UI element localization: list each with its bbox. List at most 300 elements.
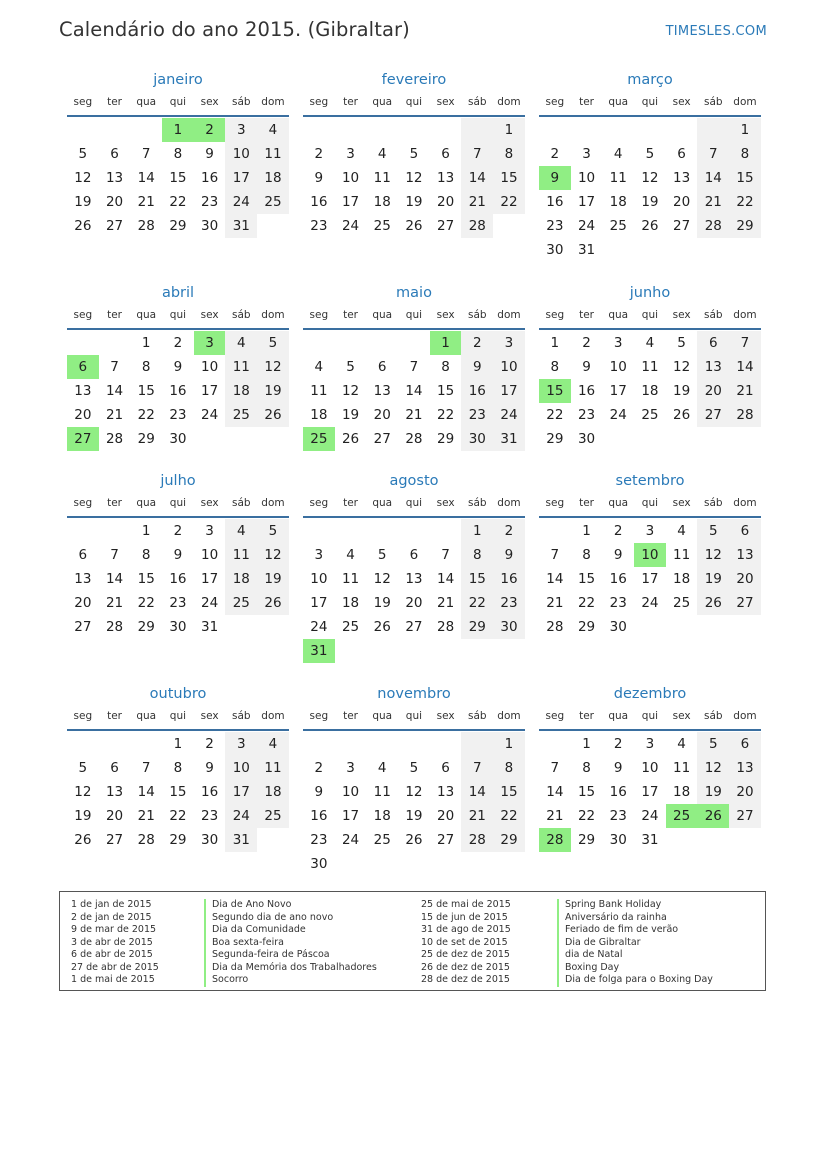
weekday-header	[67, 96, 289, 114]
day-cell: 27	[105, 218, 124, 234]
day-cell: 12	[405, 784, 423, 800]
holiday-day: 26	[697, 804, 729, 828]
day-cell: 9	[613, 547, 623, 563]
weekday-label: dom	[261, 710, 285, 722]
day-cell: 4	[257, 732, 289, 756]
day-cell: 19	[641, 194, 659, 210]
day-cell: 23	[461, 403, 493, 427]
day-cell: 5	[697, 732, 729, 756]
weekday-label: ter	[343, 309, 358, 321]
day-cell: 28	[461, 214, 493, 238]
day-cell: 14	[729, 355, 761, 379]
empty-cell	[67, 331, 99, 355]
day-cell: 28	[437, 619, 455, 635]
day-cell: 25	[609, 218, 627, 234]
holiday-legend	[59, 891, 766, 991]
day-cell: 12	[74, 170, 92, 186]
day-cell: 10	[225, 756, 257, 780]
weekday-label: qui	[641, 497, 659, 509]
day-cell: 6	[697, 331, 729, 355]
day-cell: 11	[673, 547, 691, 563]
empty-cell	[99, 732, 131, 756]
weekday-label: dom	[733, 497, 757, 509]
day-cell: 10	[201, 359, 219, 375]
holiday-day: 27	[67, 427, 99, 451]
weekday-label: sex	[436, 309, 455, 321]
holiday-day: 9	[539, 166, 571, 190]
day-cell: 23	[609, 595, 627, 611]
day-cell: 3	[645, 523, 655, 539]
day-cell: 15	[169, 784, 187, 800]
empty-cell	[398, 331, 430, 355]
weekday-label: qui	[405, 96, 423, 108]
day-cell: 7	[550, 760, 560, 776]
day-cell: 24	[341, 218, 360, 234]
weekday-header	[303, 96, 525, 114]
day-cell: 22	[169, 194, 187, 210]
day-cell: 11	[225, 543, 257, 567]
day-grid	[303, 732, 525, 876]
weekday-label: seg	[309, 497, 329, 509]
holiday-day: 25	[666, 804, 698, 828]
day-cell: 11	[310, 383, 328, 399]
day-cell: 20	[405, 595, 423, 611]
weekday-label: dom	[497, 96, 521, 108]
day-cell: 4	[225, 331, 257, 355]
day-cell: 18	[257, 166, 289, 190]
weekday-label: ter	[107, 309, 122, 321]
day-cell: 13	[437, 784, 455, 800]
day-cell: 6	[377, 359, 387, 375]
day-cell: 26	[257, 403, 289, 427]
day-cell: 20	[105, 194, 124, 210]
day-cell: 29	[169, 218, 187, 234]
day-cell: 13	[105, 784, 124, 800]
day-cell: 22	[493, 804, 525, 828]
day-cell: 10	[577, 170, 596, 186]
header-rule	[67, 729, 289, 731]
weekday-label: qui	[169, 309, 187, 321]
day-cell: 22	[577, 595, 596, 611]
holiday-day: 1	[162, 118, 194, 142]
weekday-label: seg	[545, 497, 565, 509]
weekday-label: qui	[405, 710, 423, 722]
day-grid	[303, 118, 525, 238]
day-cell: 10	[341, 784, 360, 800]
day-cell: 27	[697, 403, 729, 427]
day-cell: 7	[110, 547, 119, 563]
brand-link[interactable]: TIMESLES.COM	[665, 24, 767, 39]
weekday-label: seg	[309, 96, 329, 108]
day-cell: 28	[461, 828, 493, 852]
weekday-header	[67, 497, 289, 515]
weekday-label: sáb	[467, 309, 487, 321]
day-cell: 18	[257, 780, 289, 804]
day-cell: 4	[377, 760, 387, 776]
legend-entry: Boa sexta-feira	[204, 937, 377, 950]
day-cell: 10	[641, 760, 659, 776]
day-cell: 14	[405, 383, 423, 399]
day-cell: 4	[613, 146, 623, 162]
day-cell: 12	[341, 383, 360, 399]
holiday-day: 3	[194, 331, 226, 355]
day-cell: 14	[546, 571, 564, 587]
weekday-label: sáb	[231, 497, 251, 509]
day-cell: 1	[493, 118, 525, 142]
day-grid	[303, 519, 525, 663]
legend-entry: Dia de Gibraltar	[557, 937, 713, 950]
weekday-label: qui	[641, 710, 659, 722]
day-grid	[539, 118, 761, 262]
day-cell: 26	[697, 591, 729, 615]
month-name: junho	[629, 285, 671, 301]
empty-cell	[539, 732, 571, 756]
day-cell: 4	[677, 523, 686, 539]
weekday-label: ter	[579, 710, 594, 722]
day-cell: 11	[225, 355, 257, 379]
day-cell: 21	[697, 190, 729, 214]
weekday-label: sex	[672, 497, 691, 509]
day-cell: 30	[461, 427, 493, 451]
empty-cell	[303, 331, 335, 355]
day-cell: 17	[609, 383, 627, 399]
header-rule	[539, 516, 761, 518]
day-cell: 2	[173, 335, 183, 351]
day-cell: 25	[225, 591, 257, 615]
day-cell: 23	[609, 808, 627, 824]
empty-cell	[634, 118, 666, 142]
day-cell: 30	[609, 619, 627, 635]
weekday-label: ter	[343, 96, 358, 108]
legend-entry: 6 de abr de 2015	[71, 949, 153, 960]
day-cell: 14	[105, 383, 124, 399]
day-grid	[539, 519, 761, 639]
weekday-label: seg	[309, 309, 329, 321]
day-cell: 10	[310, 571, 328, 587]
weekday-label: qua	[608, 710, 629, 722]
day-cell: 12	[641, 170, 659, 186]
weekday-label: qua	[136, 309, 157, 321]
day-cell: 5	[409, 146, 419, 162]
day-cell: 7	[141, 146, 151, 162]
month-name: março	[627, 72, 673, 88]
day-cell: 2	[314, 760, 324, 776]
day-cell: 1	[729, 118, 761, 142]
legend-dates-right	[421, 899, 511, 987]
day-cell: 23	[310, 218, 328, 234]
day-cell: 15	[461, 567, 493, 591]
holiday-day: 15	[539, 379, 571, 403]
day-cell: 7	[461, 756, 493, 780]
day-cell: 9	[613, 760, 623, 776]
day-grid	[303, 331, 525, 451]
weekday-label: seg	[309, 710, 329, 722]
day-cell: 22	[493, 190, 525, 214]
day-cell: 21	[546, 595, 564, 611]
day-cell: 21	[137, 808, 155, 824]
day-cell: 2	[173, 523, 183, 539]
weekday-label: sex	[672, 309, 691, 321]
day-cell: 6	[110, 146, 119, 162]
empty-cell	[398, 519, 430, 543]
day-cell: 7	[409, 359, 419, 375]
day-cell: 17	[201, 571, 219, 587]
day-cell: 26	[673, 407, 691, 423]
weekday-header	[303, 497, 525, 515]
weekday-header	[539, 710, 761, 728]
day-cell: 21	[729, 379, 761, 403]
weekday-label: qui	[641, 309, 659, 321]
header-rule	[303, 516, 525, 518]
day-cell: 6	[441, 760, 450, 776]
header-rule	[539, 328, 761, 330]
legend-names-left	[204, 899, 377, 987]
day-cell: 10	[225, 142, 257, 166]
empty-cell	[571, 118, 603, 142]
legend-entry: 1 de mai de 2015	[71, 974, 155, 985]
day-cell: 16	[461, 379, 493, 403]
empty-cell	[335, 732, 367, 756]
header-rule	[303, 328, 525, 330]
day-cell: 10	[201, 547, 219, 563]
empty-cell	[366, 519, 398, 543]
weekday-label: qua	[136, 96, 157, 108]
day-cell: 20	[437, 194, 455, 210]
day-cell: 25	[641, 407, 659, 423]
day-cell: 2	[493, 519, 525, 543]
day-cell: 16	[546, 194, 564, 210]
empty-cell	[430, 732, 462, 756]
empty-cell	[99, 118, 131, 142]
day-cell: 27	[437, 832, 455, 848]
day-cell: 3	[314, 547, 324, 563]
legend-entry: 26 de dez de 2015	[421, 961, 510, 973]
day-cell: 5	[257, 331, 289, 355]
weekday-header	[67, 710, 289, 728]
day-grid	[67, 732, 289, 852]
day-cell: 24	[225, 190, 257, 214]
day-cell: 26	[405, 218, 423, 234]
day-cell: 31	[225, 214, 257, 238]
day-cell: 3	[613, 335, 623, 351]
day-cell: 2	[314, 146, 324, 162]
weekday-label: sáb	[467, 497, 487, 509]
weekday-label: ter	[107, 497, 122, 509]
weekday-label: sáb	[703, 96, 723, 108]
legend-entry: Boxing Day	[557, 962, 713, 975]
day-cell: 1	[582, 736, 591, 752]
day-cell: 21	[137, 194, 155, 210]
day-cell: 17	[577, 194, 596, 210]
weekday-label: seg	[545, 96, 565, 108]
day-grid	[539, 732, 761, 852]
empty-cell	[539, 118, 571, 142]
weekday-label: seg	[73, 309, 93, 321]
day-cell: 13	[405, 571, 423, 587]
day-cell: 13	[373, 383, 391, 399]
legend-entry: 10 de set de 2015	[421, 936, 508, 948]
weekday-label: ter	[343, 497, 358, 509]
day-cell: 31	[225, 828, 257, 852]
weekday-label: qua	[372, 309, 393, 321]
day-cell: 31	[201, 619, 219, 635]
day-cell: 2	[613, 736, 623, 752]
day-cell: 5	[377, 547, 387, 563]
weekday-label: ter	[579, 96, 594, 108]
month-name: fevereiro	[381, 72, 447, 88]
day-cell: 17	[341, 194, 360, 210]
day-cell: 8	[141, 359, 151, 375]
day-cell: 14	[437, 571, 455, 587]
day-cell: 19	[697, 567, 729, 591]
day-cell: 2	[205, 736, 214, 752]
day-cell: 14	[137, 170, 155, 186]
day-cell: 6	[729, 519, 761, 543]
weekday-label: sáb	[703, 309, 723, 321]
day-cell: 22	[461, 591, 493, 615]
day-cell: 21	[405, 407, 423, 423]
empty-cell	[67, 519, 99, 543]
day-cell: 29	[437, 431, 455, 447]
empty-cell	[335, 331, 367, 355]
weekday-label: ter	[343, 710, 358, 722]
day-cell: 21	[105, 407, 124, 423]
weekday-label: seg	[73, 497, 93, 509]
day-cell: 4	[257, 118, 289, 142]
day-cell: 14	[137, 784, 155, 800]
weekday-label: qua	[372, 710, 393, 722]
header-rule	[303, 115, 525, 117]
weekday-label: sáb	[231, 96, 251, 108]
day-cell: 7	[441, 547, 450, 563]
day-cell: 31	[641, 832, 659, 848]
day-cell: 28	[137, 218, 155, 234]
day-cell: 20	[673, 194, 691, 210]
weekday-label: dom	[733, 309, 757, 321]
empty-cell	[67, 732, 99, 756]
weekday-label: qua	[372, 96, 393, 108]
weekday-label: sáb	[231, 710, 251, 722]
legend-entry: Aniversário da rainha	[557, 912, 713, 925]
month-name: agosto	[389, 473, 439, 489]
legend-entry: Segundo dia de ano novo	[204, 912, 377, 925]
weekday-label: sáb	[467, 96, 487, 108]
day-cell: 12	[74, 784, 92, 800]
day-cell: 21	[437, 595, 455, 611]
day-cell: 19	[341, 407, 360, 423]
day-cell: 16	[609, 784, 627, 800]
day-cell: 22	[729, 190, 761, 214]
legend-entry: dia de Natal	[557, 949, 713, 962]
month-name: julho	[160, 473, 196, 489]
day-cell: 13	[437, 170, 455, 186]
day-cell: 5	[645, 146, 655, 162]
day-cell: 14	[546, 784, 564, 800]
holiday-day: 31	[303, 639, 335, 663]
day-cell: 21	[105, 595, 124, 611]
day-cell: 16	[201, 170, 219, 186]
day-cell: 9	[582, 359, 591, 375]
day-cell: 22	[137, 595, 155, 611]
day-cell: 8	[582, 760, 591, 776]
weekday-header	[303, 710, 525, 728]
header-rule	[539, 729, 761, 731]
weekday-header	[539, 497, 761, 515]
day-cell: 6	[441, 146, 450, 162]
weekday-label: seg	[545, 710, 565, 722]
day-cell: 15	[137, 383, 155, 399]
day-cell: 24	[577, 218, 596, 234]
legend-entry: 25 de mai de 2015	[421, 899, 511, 910]
day-cell: 16	[169, 383, 187, 399]
day-cell: 30	[609, 832, 627, 848]
weekday-label: sáb	[703, 710, 723, 722]
day-cell: 28	[729, 403, 761, 427]
day-cell: 22	[546, 407, 564, 423]
header-rule	[67, 115, 289, 117]
header-rule	[67, 328, 289, 330]
weekday-label: qui	[169, 96, 187, 108]
legend-entry: 3 de abr de 2015	[71, 936, 153, 948]
day-cell: 18	[225, 567, 257, 591]
day-cell: 24	[493, 403, 525, 427]
day-cell: 3	[582, 146, 591, 162]
day-cell: 5	[78, 146, 88, 162]
day-cell: 12	[257, 543, 289, 567]
day-cell: 16	[493, 567, 525, 591]
day-cell: 8	[441, 359, 450, 375]
day-cell: 18	[673, 571, 691, 587]
day-cell: 14	[105, 571, 124, 587]
legend-entry: Feriado de fim de verão	[557, 924, 713, 937]
weekday-label: dom	[261, 497, 285, 509]
weekday-label: sex	[200, 710, 219, 722]
day-cell: 25	[341, 619, 360, 635]
legend-entry: Dia da Comunidade	[204, 924, 377, 937]
day-cell: 8	[729, 142, 761, 166]
day-cell: 8	[461, 543, 493, 567]
weekday-label: qui	[405, 309, 423, 321]
empty-cell	[303, 519, 335, 543]
day-cell: 4	[645, 335, 655, 351]
day-cell: 21	[546, 808, 564, 824]
day-cell: 18	[609, 194, 627, 210]
empty-cell	[99, 519, 131, 543]
day-cell: 20	[74, 407, 92, 423]
day-cell: 19	[405, 808, 423, 824]
day-cell: 13	[74, 383, 92, 399]
empty-cell	[335, 118, 367, 142]
day-cell: 26	[74, 218, 92, 234]
day-cell: 1	[461, 519, 493, 543]
day-cell: 16	[577, 383, 596, 399]
day-cell: 4	[225, 519, 257, 543]
day-cell: 19	[405, 194, 423, 210]
day-cell: 1	[173, 736, 183, 752]
weekday-label: qua	[608, 497, 629, 509]
day-cell: 3	[205, 523, 214, 539]
empty-cell	[366, 331, 398, 355]
day-grid	[67, 519, 289, 639]
page-title: Calendário do ano 2015. (Gibraltar)	[59, 18, 410, 41]
weekday-label: sex	[200, 497, 219, 509]
header-rule	[67, 516, 289, 518]
day-cell: 20	[105, 808, 124, 824]
empty-cell	[666, 118, 698, 142]
day-cell: 28	[137, 832, 155, 848]
day-cell: 25	[373, 218, 391, 234]
day-cell: 30	[201, 218, 219, 234]
